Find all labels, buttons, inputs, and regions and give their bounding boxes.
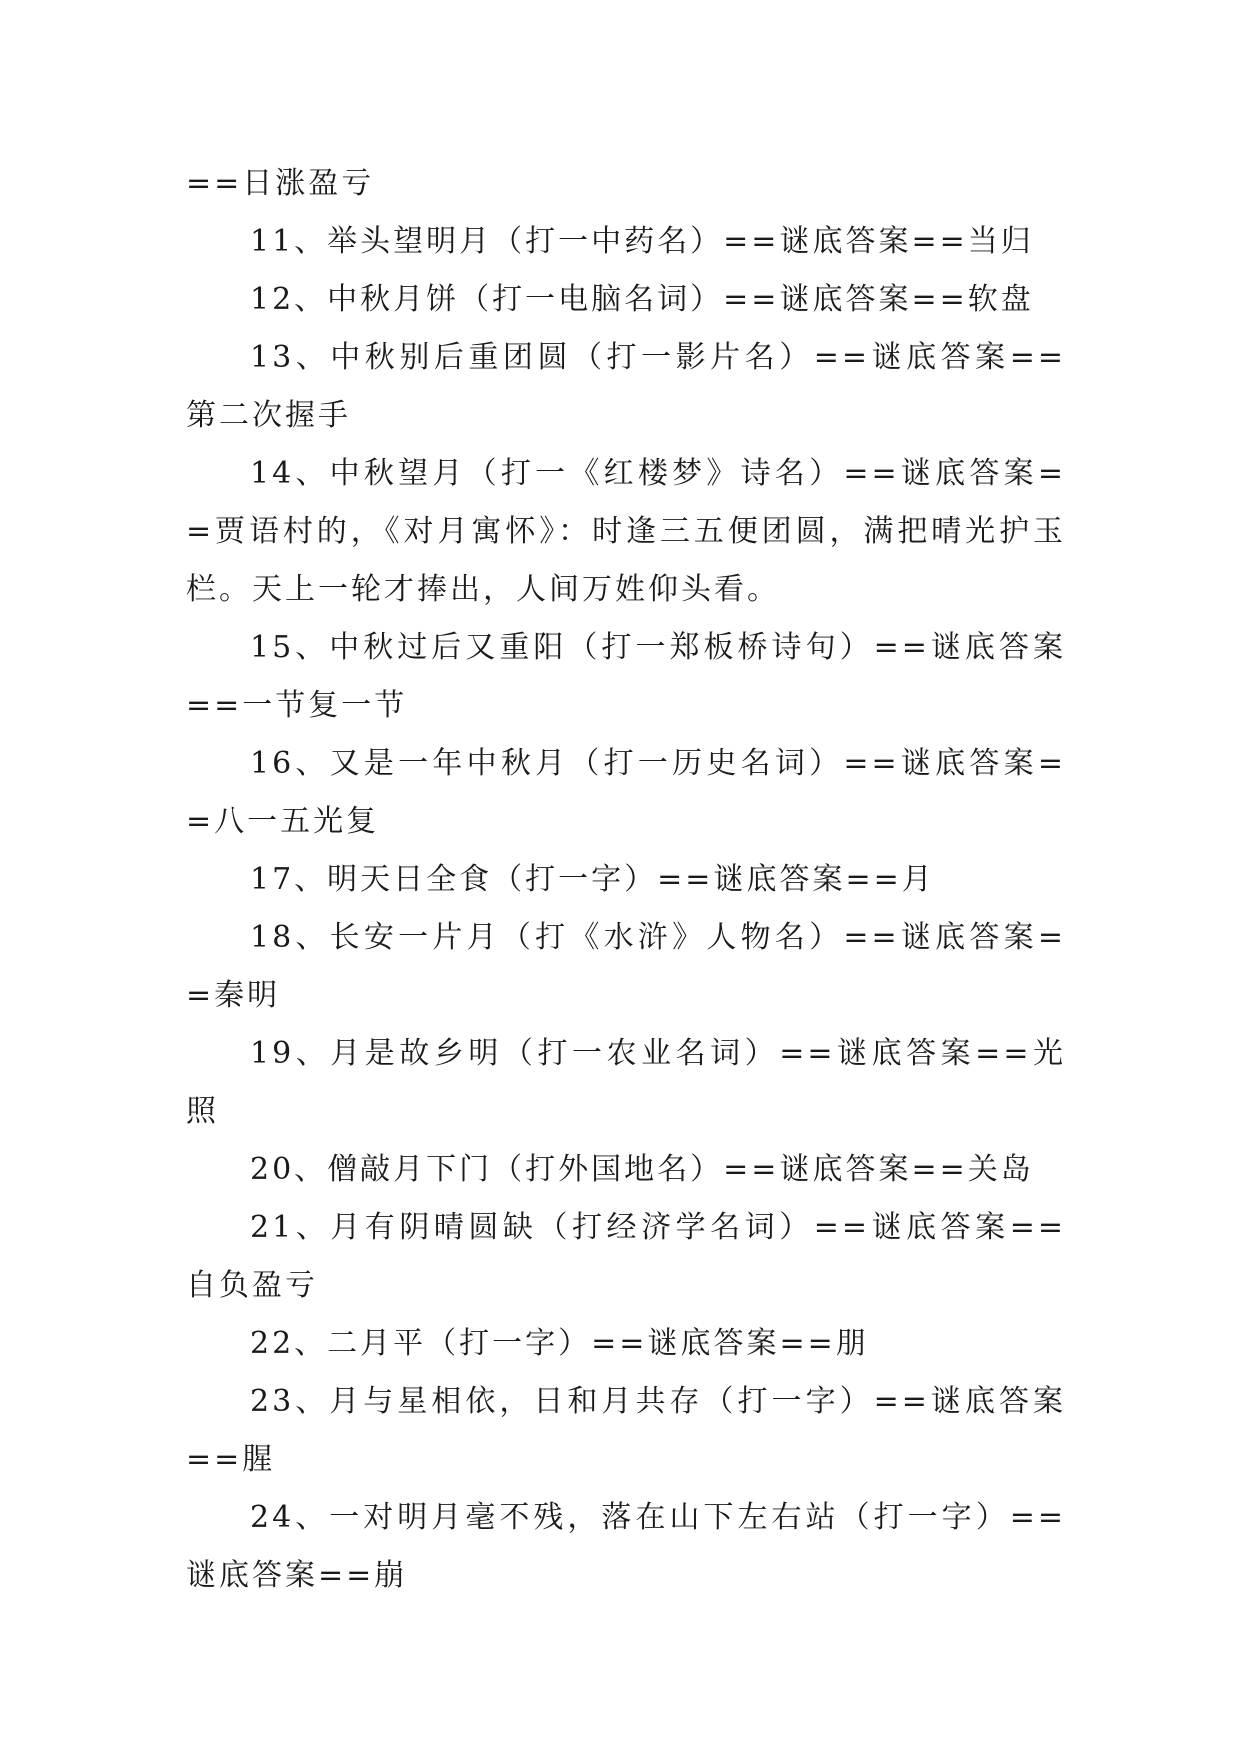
riddle-19: 19、月是故乡明（打一农业名词）==谜底答案==光照 (186, 1036, 1066, 1129)
document-body (186, 155, 1066, 1605)
riddle-22: 22、二月平（打一字）==谜底答案==朋 (250, 1326, 869, 1361)
riddle-18: 18、长安一片月（打《水浒》人物名）==谜底答案==秦明 (186, 920, 1066, 1013)
riddle-11: 11、举头望明月（打一中药名）==谜底答案==当归 (250, 224, 1034, 259)
riddle-12: 12、中秋月饼（打一电脑名词）==谜底答案==软盘 (250, 282, 1034, 317)
riddle-24: 24、一对明月毫不残，落在山下左右站（打一字）==谜底答案==崩 (186, 1500, 1066, 1593)
riddle-21: 21、月有阴晴圆缺（打经济学名词）==谜底答案==自负盈亏 (186, 1210, 1066, 1303)
riddle-17: 17、明天日全食（打一字）==谜底答案==月 (250, 862, 935, 897)
riddle-20: 20、僧敲月下门（打外国地名）==谜底答案==关岛 (250, 1152, 1034, 1187)
riddle-13: 13、中秋别后重团圆（打一影片名）==谜底答案==第二次握手 (186, 340, 1066, 433)
paragraph-continuation: ==日涨盈亏 (186, 166, 375, 201)
riddle-15: 15、中秋过后又重阳（打一郑板桥诗句）==谜底答案==一节复一节 (186, 630, 1066, 723)
riddle-16: 16、又是一年中秋月（打一历史名词）==谜底答案==八一五光复 (186, 746, 1066, 839)
riddle-23: 23、月与星相依，日和月共存（打一字）==谜底答案==腥 (186, 1384, 1066, 1477)
riddle-14: 14、中秋望月（打一《红楼梦》诗名）==谜底答案==贾语村的，《对月寓怀》：时逢三五便团圆，满把晴光护玉栏。天上一轮才捧出，人间万姓仰头看。 (186, 456, 1066, 607)
